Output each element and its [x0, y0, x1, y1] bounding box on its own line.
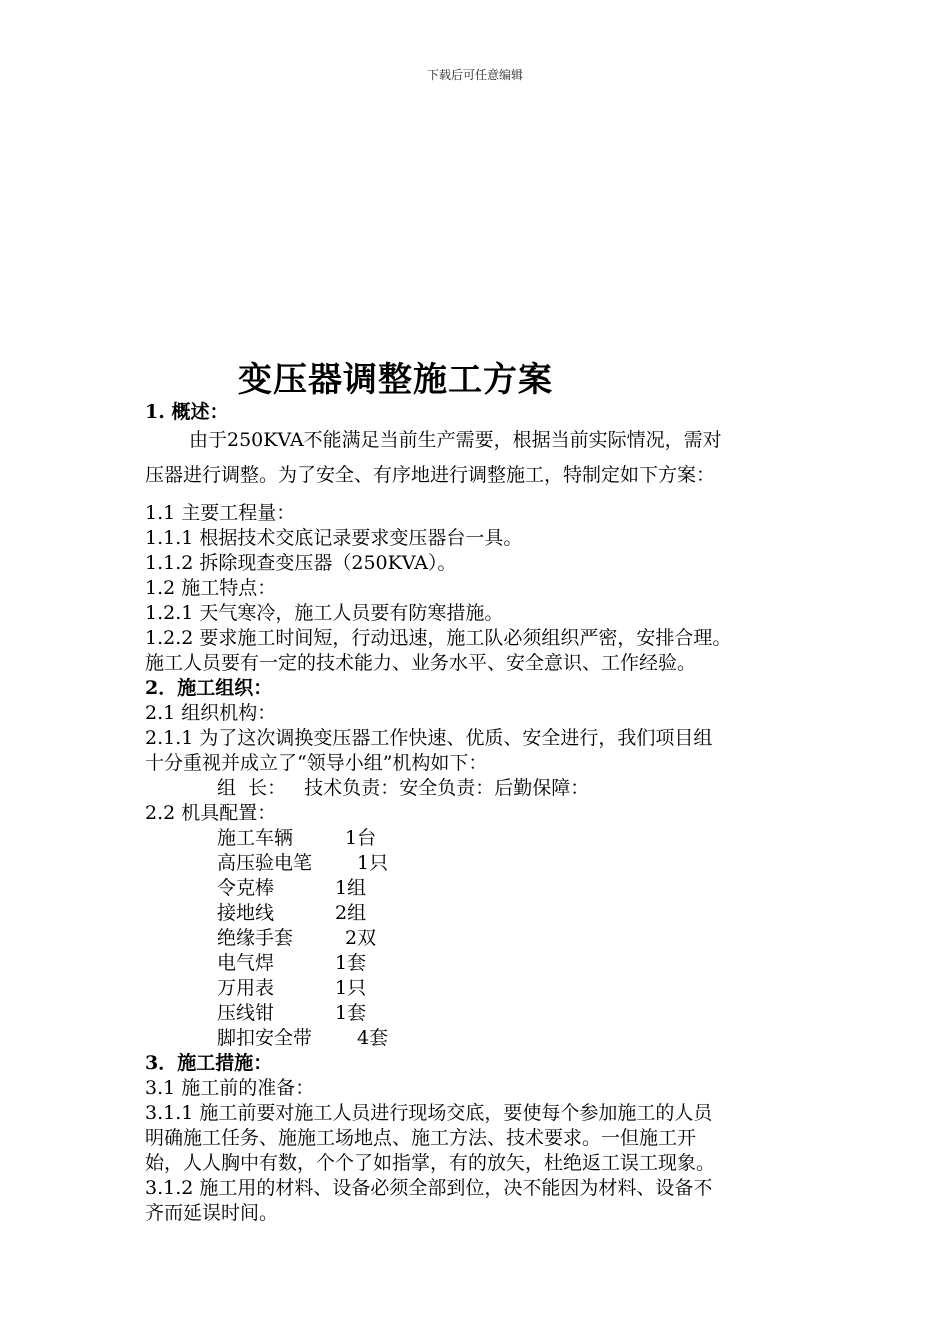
document-body [145, 400, 835, 1226]
equipment-name: 绝缘手套 [217, 927, 294, 949]
item-1-1-2: 1.1.2 拆除现查变压器（250KVA）。 [145, 552, 457, 574]
equipment-qty: 1组 [335, 877, 367, 899]
section-1-heading: 1. 概述： [145, 401, 229, 423]
equipment-qty: 4套 [357, 1027, 389, 1049]
equipment-item [145, 826, 835, 851]
item-1-2-1: 1.2.1 天气寒冷，施工人员要有防寒措施。 [145, 602, 504, 624]
equipment-item [145, 1001, 835, 1026]
equipment-name: 万用表 [217, 977, 275, 999]
equipment-item [145, 901, 835, 926]
document-title: 变压器调整施工方案 [238, 360, 553, 400]
item-1-2-2-line-1: 1.2.2 要求施工时间短，行动迅速，施工队必须组织严密，安排合理。 [145, 627, 732, 649]
page-header: 下载后可任意编辑 [426, 68, 523, 82]
section-3-1: 3.1 施工前的准备： [145, 1077, 315, 1099]
equipment-item [145, 1026, 835, 1051]
item-2-1-1-line-2: 十分重视并成立了“领导小组”机构如下： [145, 752, 488, 774]
equipment-qty: 1套 [335, 952, 367, 974]
overview-paragraph-line-2: 压器进行调整。为了安全、有序地进行调整施工，特制定如下方案： [145, 464, 716, 486]
overview-paragraph-line-1: 由于250KVA不能满足当前生产需要，根据当前实际情况，需对 [189, 429, 722, 451]
equipment-item [145, 926, 835, 951]
equipment-name: 电气焊 [217, 952, 275, 974]
item-2-1-1-line-1: 2.1.1 为了这次调换变压器工作快速、优质、安全进行，我们项目组 [145, 727, 713, 749]
section-2-2: 2.2 机具配置： [145, 802, 277, 824]
item-3-1-2-line-1: 3.1.2 施工用的材料、设备必须全部到位，决不能因为材料、设备不 [145, 1177, 713, 1199]
equipment-name: 接地线 [217, 902, 275, 924]
item-1-2-2-line-2: 施工人员要有一定的技术能力、业务水平、安全意识、工作经验。 [145, 652, 697, 674]
equipment-item [145, 876, 835, 901]
section-3-heading: 3．施工措施： [145, 1052, 273, 1074]
section-1-1: 1.1 主要工程量： [145, 502, 296, 524]
equipment-qty: 1台 [345, 827, 377, 849]
equipment-qty: 1套 [335, 1002, 367, 1024]
item-3-1-1-line-2: 明确施工任务、施施工场地点、施工方法、技术要求。一但施工开 [145, 1127, 697, 1149]
item-3-1-2-line-2: 齐而延误时间。 [145, 1202, 279, 1224]
equipment-qty: 1只 [357, 852, 389, 874]
equipment-item [145, 951, 835, 976]
equipment-name: 施工车辆 [217, 827, 294, 849]
section-1-2: 1.2 施工特点： [145, 577, 277, 599]
item-3-1-1-line-1: 3.1.1 施工前要对施工人员进行现场交底，要使每个参加施工的人员 [145, 1102, 713, 1124]
item-1-1-1: 1.1.1 根据技术交底记录要求变压器台一具。 [145, 527, 523, 549]
leadership-roles: 组 长： 技术负责：安全负责：后勤保障： [217, 777, 590, 799]
equipment-qty: 2双 [345, 927, 377, 949]
equipment-name: 脚扣安全带 [217, 1027, 313, 1049]
section-2-1: 2.1 组织机构： [145, 702, 277, 724]
equipment-name: 令克棒 [217, 877, 275, 899]
equipment-qty: 2组 [335, 902, 367, 924]
equipment-item [145, 851, 835, 876]
equipment-list [145, 826, 835, 1051]
equipment-qty: 1只 [335, 977, 367, 999]
equipment-item [145, 976, 835, 1001]
section-2-heading: 2．施工组织： [145, 677, 273, 699]
equipment-name: 压线钳 [217, 1002, 275, 1024]
equipment-name: 高压验电笔 [217, 852, 313, 874]
item-3-1-1-line-3: 始，人人胸中有数，个个了如指掌，有的放矢，杜绝返工误工现象。 [145, 1152, 716, 1174]
